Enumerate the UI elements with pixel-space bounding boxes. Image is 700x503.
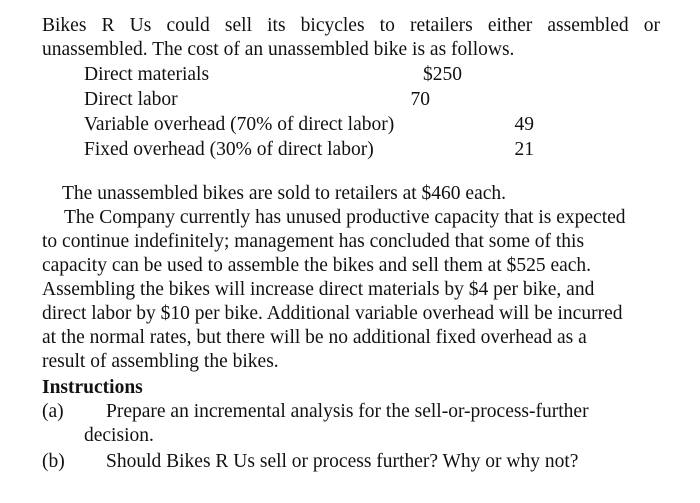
instruction-a-text: Prepare an incremental analysis for the sell-or-process-further	[106, 401, 589, 422]
instruction-a-label: (a)	[42, 401, 64, 422]
body-p2-line: result of assembling the bikes.	[42, 351, 279, 372]
intro-line-1: Bikes R Us could sell its bicycles to retailers either assembled or	[42, 15, 660, 36]
cost-label-direct-materials: Direct materials	[84, 64, 210, 85]
body-p2-line: to continue indefinitely; management has concluded that some of this	[42, 231, 585, 252]
instruction-b-text: Should Bikes R Us sell or process further? Why or why not?	[106, 451, 579, 472]
instructions-heading: Instructions	[42, 377, 143, 398]
body-p2-line: capacity can be used to assemble the bikes and sell them at $525 each.	[42, 255, 592, 276]
body-p2-line: Assembling the bikes will increase direct materials by $4 per bike, and	[42, 279, 595, 300]
body-paragraph-1: The unassembled bikes are sold to retailers at $460 each.	[62, 183, 507, 204]
body-p2-line: at the normal rates, but there will be no additional fixed overhead as a	[42, 327, 587, 348]
intro-line-2: unassembled. The cost of an unassembled bike is as follows.	[42, 39, 515, 60]
cost-label-variable-overhead: Variable overhead (70% of direct labor)	[84, 114, 395, 135]
cost-amount-direct-materials: $250	[423, 64, 462, 85]
cost-label-fixed-overhead: Fixed overhead (30% of direct labor)	[84, 139, 374, 160]
instruction-a-text-continued: decision.	[84, 425, 154, 446]
instruction-b-label: (b)	[42, 451, 65, 472]
cost-amount-fixed-overhead: 21	[514, 139, 534, 160]
body-p2-line: direct labor by $10 per bike. Additional variable overhead will be incurred	[42, 303, 623, 324]
cost-label-direct-labor: Direct labor	[84, 89, 178, 110]
body-paragraph-2	[42, 206, 662, 374]
body-p2-line: The Company currently has unused productive capacity that is expected	[64, 207, 626, 228]
cost-amount-variable-overhead: 49	[514, 114, 534, 135]
cost-amount-direct-labor: 70	[410, 89, 430, 110]
